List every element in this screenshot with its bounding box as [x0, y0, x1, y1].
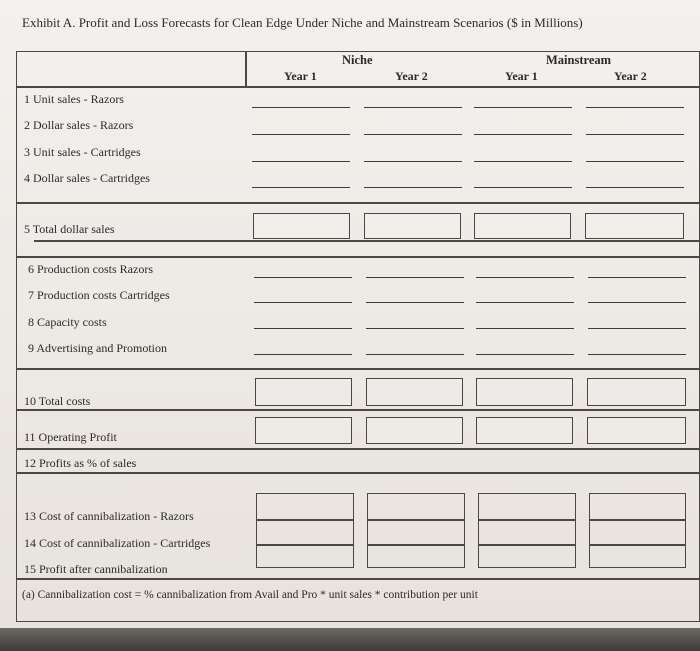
cannibalization-cell — [367, 519, 465, 546]
col-mainstream-year2: Year 2 — [614, 69, 647, 83]
cannibalization-cell — [478, 493, 576, 521]
blank-line — [476, 328, 574, 329]
section-divider — [16, 578, 700, 580]
blank-line — [252, 107, 350, 108]
row-label: 6 Production costs Razors — [28, 262, 153, 276]
cannibalization-cell — [256, 544, 354, 568]
cannibalization-cell — [256, 519, 354, 546]
total-sales-box — [253, 213, 350, 239]
blank-line — [586, 134, 684, 135]
blank-line — [586, 161, 684, 162]
blank-line — [366, 302, 464, 303]
row-label: 1 Unit sales - Razors — [24, 92, 124, 106]
blank-line — [366, 328, 464, 329]
operating-profit-box — [366, 417, 463, 444]
blank-line — [364, 134, 462, 135]
blank-line — [476, 302, 574, 303]
col-niche-year2: Year 2 — [395, 69, 428, 83]
section-divider — [16, 472, 700, 474]
blank-line — [364, 107, 462, 108]
blank-line — [252, 161, 350, 162]
cannibalization-cell — [589, 519, 686, 546]
cannibalization-cell — [478, 519, 576, 546]
row-label: 7 Production costs Cartridges — [28, 288, 170, 302]
blank-line — [588, 354, 686, 355]
row-label-profit-pct: 12 Profits as % of sales — [24, 456, 137, 470]
cannibalization-cell — [367, 493, 465, 521]
row-label: 13 Cost of cannibalization - Razors — [24, 509, 194, 523]
total-costs-box — [255, 378, 352, 406]
row-label: 2 Dollar sales - Razors — [24, 118, 134, 132]
row-label: 14 Cost of cannibalization - Cartridges — [24, 536, 211, 550]
row-label-operating-profit: 11 Operating Profit — [24, 430, 117, 444]
total-sales-box — [364, 213, 461, 239]
blank-line — [254, 328, 352, 329]
row-label: 15 Profit after cannibalization — [24, 562, 168, 576]
blank-line — [474, 134, 572, 135]
operating-profit-box — [587, 417, 686, 444]
section-divider — [16, 202, 700, 204]
section-divider — [16, 368, 700, 370]
blank-line — [476, 277, 574, 278]
operating-profit-box — [476, 417, 573, 444]
cannibalization-cell — [367, 544, 465, 568]
blank-line — [366, 277, 464, 278]
blank-line — [254, 277, 352, 278]
scenario-niche: Niche — [342, 53, 373, 67]
blank-line — [366, 354, 464, 355]
blank-line — [588, 277, 686, 278]
header-divider — [16, 86, 700, 88]
blank-line — [364, 187, 462, 188]
photo-shadow — [0, 628, 700, 651]
blank-line — [474, 187, 572, 188]
cannibalization-cell — [589, 493, 686, 521]
blank-line — [254, 354, 352, 355]
total-sales-box — [474, 213, 571, 239]
blank-line — [364, 161, 462, 162]
section-divider — [16, 256, 700, 258]
blank-line — [252, 134, 350, 135]
blank-line — [254, 302, 352, 303]
exhibit-title: Exhibit A. Profit and Loss Forecasts for Clean Edge Under Niche and Mainstream Scenarios ($ in Millions) — [22, 15, 583, 30]
row-label: 3 Unit sales - Cartridges — [24, 145, 141, 159]
blank-line — [474, 161, 572, 162]
section-divider — [16, 448, 700, 450]
header-left-rule — [245, 51, 247, 87]
blank-line — [252, 187, 350, 188]
total-costs-box — [476, 378, 573, 406]
row-label: 4 Dollar sales - Cartridges — [24, 171, 150, 185]
blank-line — [586, 187, 684, 188]
blank-line — [588, 302, 686, 303]
row-label-total-sales: 5 Total dollar sales — [24, 222, 115, 236]
total-costs-box — [366, 378, 463, 406]
cannibalization-cell — [478, 544, 576, 568]
cannibalization-cell — [589, 544, 686, 568]
blank-line — [586, 107, 684, 108]
cannibalization-cell — [256, 493, 354, 521]
total-sales-box — [585, 213, 684, 239]
col-mainstream-year1: Year 1 — [505, 69, 538, 83]
total-costs-box — [587, 378, 686, 406]
row-label-total-costs: 10 Total costs — [24, 394, 91, 408]
col-niche-year1: Year 1 — [284, 69, 317, 83]
row-label: 8 Capacity costs — [28, 315, 107, 329]
blank-line — [476, 354, 574, 355]
blank-line — [474, 107, 572, 108]
scenario-mainstream: Mainstream — [546, 53, 612, 67]
operating-profit-box — [255, 417, 352, 444]
row-label: 9 Advertising and Promotion — [28, 341, 167, 355]
footnote: (a) Cannibalization cost = % cannibalization from Avail and Pro * unit sales * contribution per unit — [22, 589, 478, 601]
blank-line — [588, 328, 686, 329]
total-sales-underline — [34, 240, 700, 242]
section-divider — [16, 409, 700, 411]
